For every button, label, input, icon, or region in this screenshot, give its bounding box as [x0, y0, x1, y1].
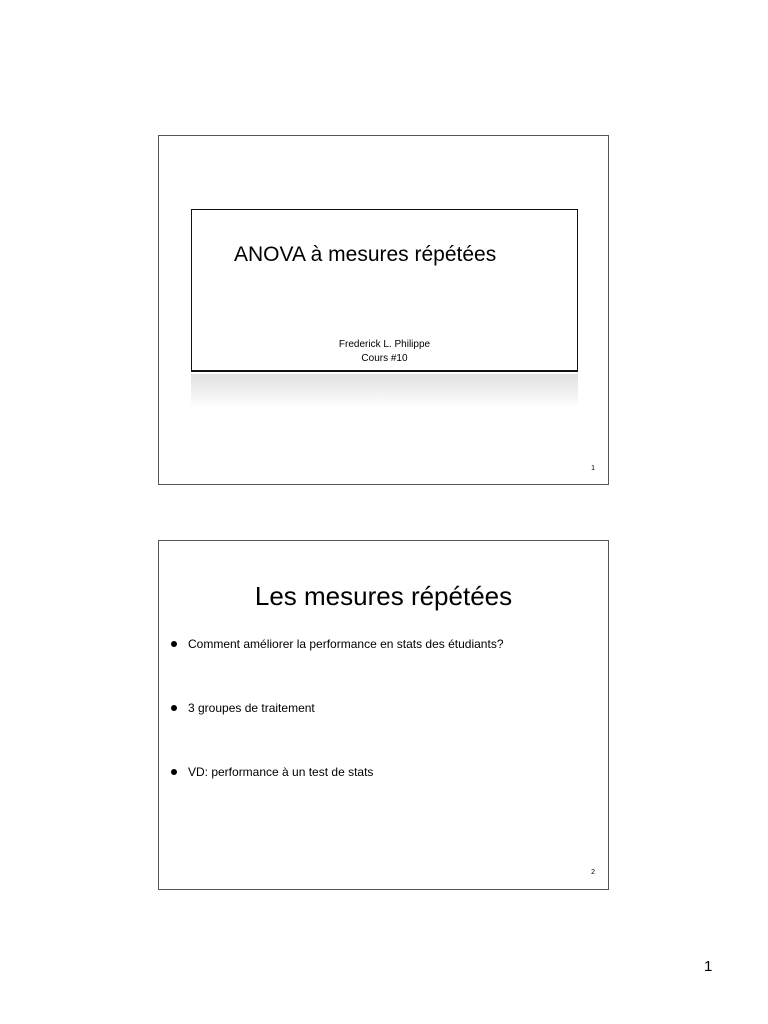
bullet-dot-icon	[171, 769, 177, 775]
title-box-reflection	[191, 374, 578, 408]
bullet-item	[171, 701, 504, 765]
course-label: Cours #10	[361, 353, 408, 364]
bullet-text: 3 groupes de traitement	[188, 701, 315, 715]
bullet-list	[171, 637, 504, 829]
bullet-item	[171, 637, 504, 701]
slide-1-title: ANOVA à mesures répétées	[234, 243, 497, 266]
author-block	[192, 338, 577, 366]
slide-1-number: 1	[591, 465, 595, 472]
slide-2-number: 2	[591, 869, 595, 876]
bullet-text: Comment améliorer la performance en stats des étudiants?	[188, 637, 504, 651]
author-name: Frederick L. Philippe	[338, 339, 431, 350]
bullet-dot-icon	[171, 705, 177, 711]
page-number: 1	[704, 958, 713, 975]
bullet-item	[171, 765, 504, 829]
bullet-text: VD: performance à un test de stats	[188, 765, 374, 779]
title-box	[191, 209, 578, 372]
slide-2-title: Les mesures répétées	[254, 581, 513, 611]
slide-2	[158, 540, 609, 890]
bullet-dot-icon	[171, 641, 177, 647]
slide-1	[158, 135, 609, 485]
